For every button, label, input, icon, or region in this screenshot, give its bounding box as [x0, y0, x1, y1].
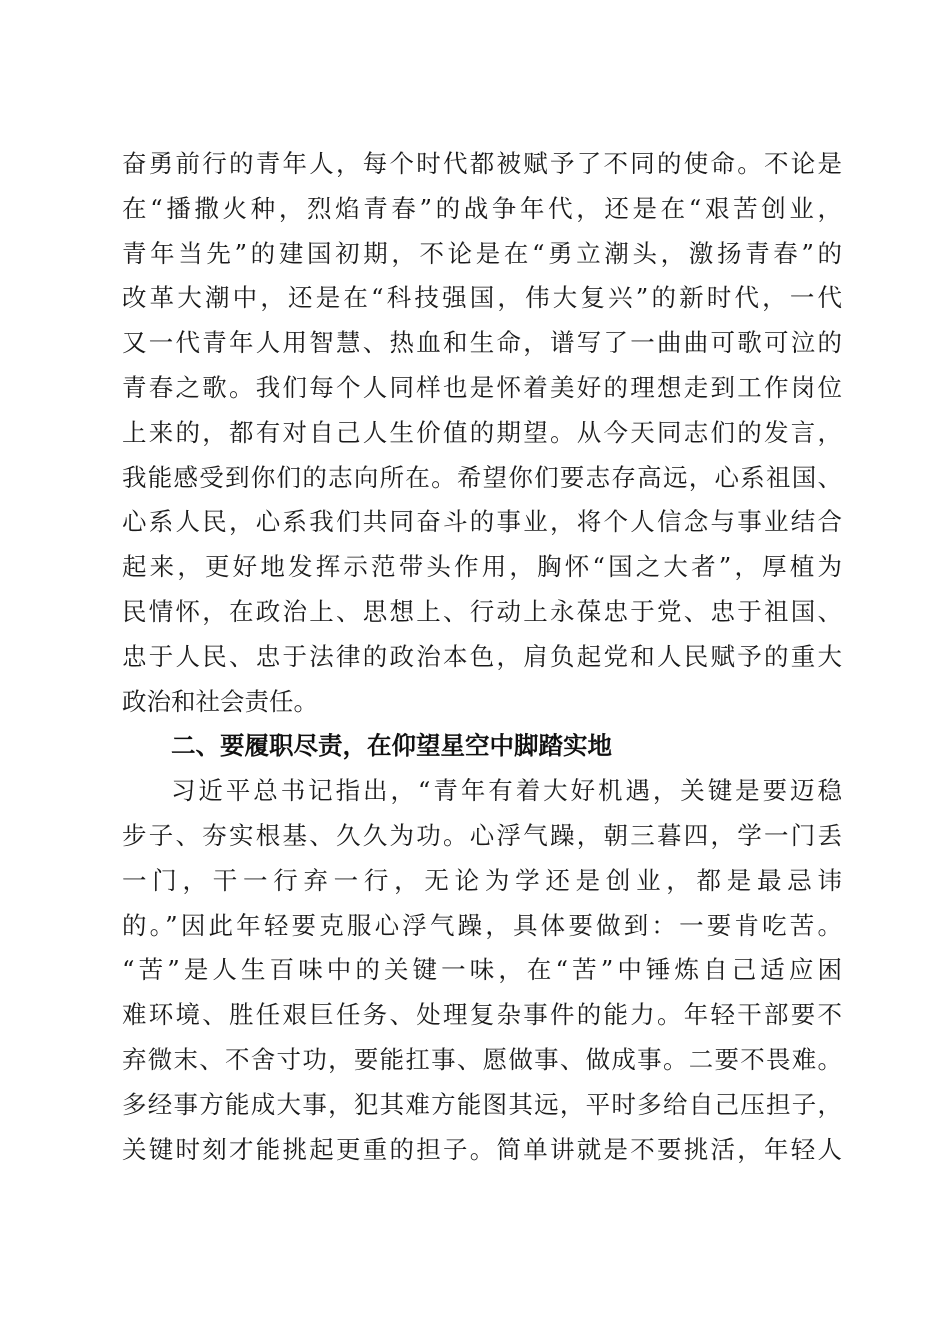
paragraph-line: 一门，干一行弃一行，无论为学还是创业，都是最忌讳	[122, 865, 842, 895]
paragraph-line: 多经事方能成大事，犯其难方能图其远，平时多给自己压担子，	[122, 1089, 842, 1119]
paragraph-line: 上来的，都有对自己人生价值的期望。从今天同志们的发言，	[122, 417, 842, 447]
paragraph-line: 关键时刻才能挑起更重的担子。简单讲就是不要挑活，年轻人	[122, 1134, 842, 1164]
section-heading: 二、要履职尽责，在仰望星空中脚踏实地	[171, 731, 612, 761]
paragraph-line: 改革大潮中，还是在“科技强国，伟大复兴”的新时代，一代	[122, 283, 842, 313]
paragraph-line: 政治和社会责任。	[122, 686, 318, 716]
paragraph-line: 忠于人民、忠于法律的政治本色，肩负起党和人民赋予的重大	[122, 641, 842, 671]
paragraph-line: 难环境、胜任艰巨任务、处理复杂事件的能力。年轻干部要不	[122, 1000, 842, 1030]
paragraph-line: 又一代青年人用智慧、热血和生命，谱写了一曲曲可歌可泣的	[122, 328, 842, 358]
paragraph-line: 青年当先”的建国初期，不论是在“勇立潮头，激扬青春”的	[122, 238, 842, 268]
paragraph-line: 步子、夯实根基、久久为功。心浮气躁，朝三暮四，学一门丢	[122, 820, 842, 850]
paragraph-line: 习近平总书记指出，“青年有着大好机遇，关键是要迈稳	[171, 776, 842, 806]
paragraph-line: 在“播撒火种，烈焰青春”的战争年代，还是在“艰苦创业，	[122, 193, 842, 223]
paragraph-1	[122, 142, 842, 724]
paragraph-2	[122, 769, 842, 1172]
paragraph-line: “苦”是人生百味中的关键一味，在“苦”中锤炼自己适应困	[122, 955, 842, 985]
paragraph-line: 的。”因此年轻要克服心浮气躁，具体要做到：一要肯吃苦。	[122, 910, 842, 940]
document-body	[122, 142, 842, 1172]
paragraph-line: 奋勇前行的青年人，每个时代都被赋予了不同的使命。不论是	[122, 149, 842, 178]
paragraph-line: 起来，更好地发挥示范带头作用，胸怀“国之大者”，厚植为	[122, 552, 842, 582]
paragraph-line: 弃微末、不舍寸功，要能扛事、愿做事、做成事。二要不畏难。	[122, 1044, 842, 1074]
paragraph-line: 心系人民，心系我们共同奋斗的事业，将个人信念与事业结合	[122, 507, 842, 537]
paragraph-line: 民情怀，在政治上、思想上、行动上永葆忠于党、忠于祖国、	[122, 596, 842, 626]
paragraph-line: 青春之歌。我们每个人同样也是怀着美好的理想走到工作岗位	[122, 372, 842, 402]
paragraph-line: 我能感受到你们的志向所在。希望你们要志存高远，心系祖国、	[122, 462, 842, 492]
